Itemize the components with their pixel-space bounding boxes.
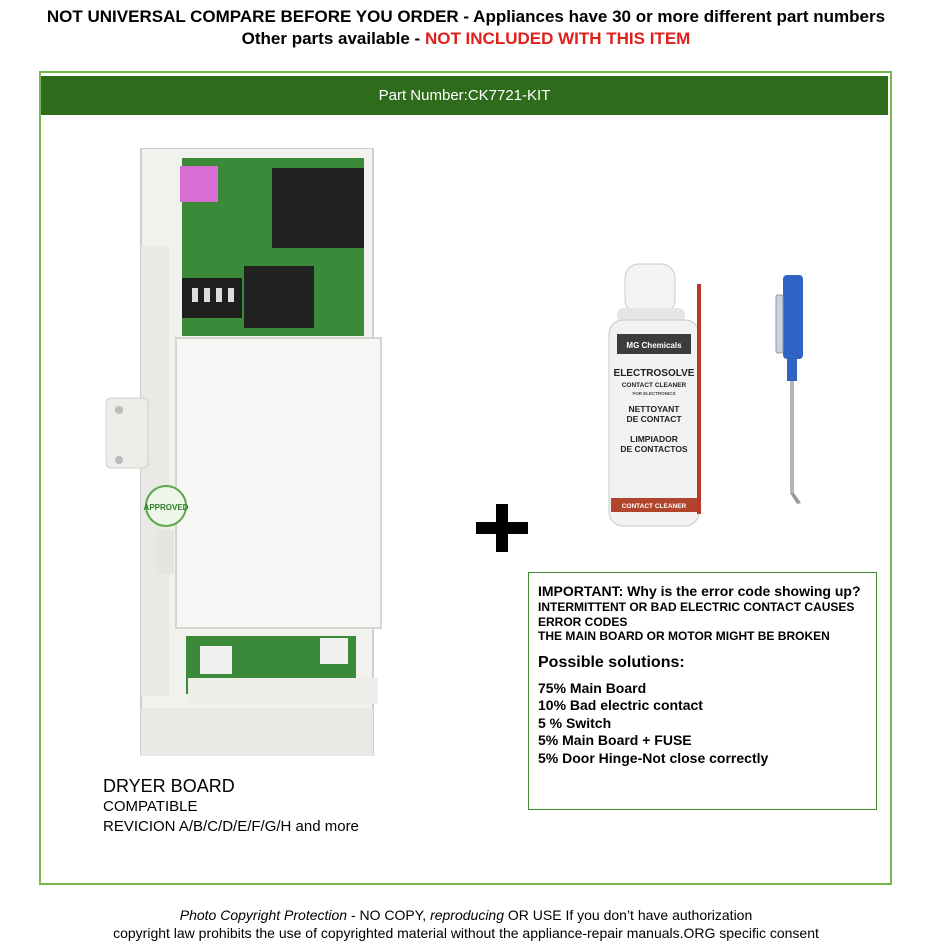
can-es2: DE CONTACTOS — [620, 444, 688, 454]
can-fr1: NETTOYANT — [628, 404, 680, 414]
availability-headline — [0, 29, 932, 49]
can-sub: CONTACT CLEANER — [621, 382, 687, 389]
can-band-label: CONTACT CLEANER — [621, 503, 687, 510]
copyright-line-1 — [0, 907, 932, 923]
contact-cleaner-can-image — [603, 262, 709, 532]
solution-item: 10% Bad electric contact — [538, 697, 703, 714]
copyright-title: Photo Copyright Protection — [179, 907, 348, 923]
can-name: ELECTROSOLVE — [613, 368, 695, 379]
solution-item: 5 % Switch — [538, 714, 612, 731]
availability-text: Other parts available - — [241, 29, 425, 48]
can-fr2: DE CONTACT — [626, 414, 682, 424]
revision-label: REVICION A/B/C/D/E/F/G/H and more — [103, 818, 359, 835]
solution-item: 5% Door Hinge-Not close correctly — [538, 749, 769, 766]
info-cause-1: INTERMITTENT OR BAD ELECTRIC CONTACT CAUSES ERROR CODES — [538, 600, 855, 629]
solution-item: 5% Main Board + FUSE — [538, 732, 692, 749]
copyright-text-b: reproducing — [430, 907, 504, 923]
approved-stamp: APPROVED — [143, 503, 189, 512]
compatibility-label: COMPATIBLE — [103, 798, 198, 815]
can-brand: MG Chemicals — [626, 341, 682, 350]
can-es1: LIMPIADOR — [630, 434, 678, 444]
copyright-line-2: copyright law prohibits the use of copyrighted material without the appliance-repair manuals.ORG specific consent — [113, 925, 819, 941]
solutions-title: Possible solutions: — [538, 653, 685, 671]
solution-item: 75% Main Board — [538, 679, 647, 696]
dryer-board-image — [104, 148, 384, 756]
copyright-text-c: OR USE If you don’t have authorization — [504, 907, 753, 923]
product-title: DRYER BOARD — [103, 776, 235, 796]
contact-tool-image — [773, 273, 809, 505]
plus-icon — [476, 504, 528, 552]
can-sub2: FOR ELECTRONICS — [632, 391, 676, 396]
warning-headline: NOT UNIVERSAL COMPARE BEFORE YOU ORDER - Appliances have 30 or more different part numbers — [46, 7, 886, 26]
not-included-text: NOT INCLUDED WITH THIS ITEM — [424, 29, 691, 48]
info-cause-2: THE MAIN BOARD OR MOTOR MIGHT BE BROKEN — [538, 629, 830, 643]
info-question: IMPORTANT: Why is the error code showing up? — [538, 583, 861, 599]
part-number-bar: Part Number:CK7721-KIT — [41, 76, 888, 115]
copyright-text-a: - NO COPY, — [347, 907, 431, 923]
diagnosis-info-box — [528, 572, 877, 810]
